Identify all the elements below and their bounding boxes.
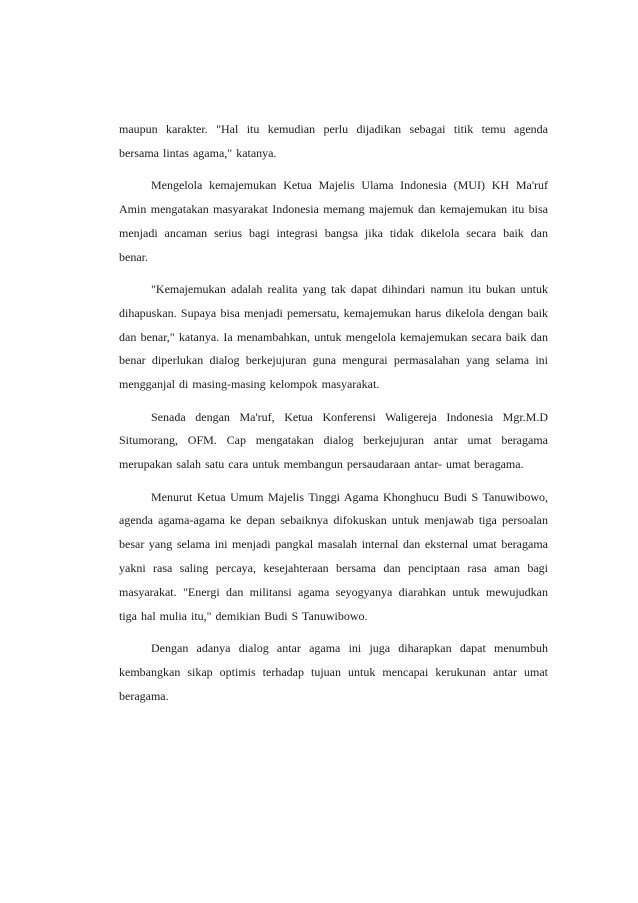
paragraph-kwi-statement: Senada dengan Ma'ruf, Ketua Konferensi Waligereja Indonesia Mgr.M.D Situmorang, OFM. Cap mengatakan dialog berkejujuran antar umat beragama merupakan salah satu cara untuk membangun persaudaraan antar- umat beragama. — [119, 409, 548, 472]
paragraph-kemajemukan-quote: "Kemajemukan adalah realita yang tak dapat dihindari namun itu bukan untuk dihapuskan. Supaya bisa menjadi pemersatu, kemajemukan harus dikelola dengan baik dan benar," katanya. Ia menambahkan, untuk mengelola kemajemukan secara baik dan benar diperlukan dialog berkejujuran guna mengurai permasalahan yang selama ini mengganjal di masing-masing kelompok masyarakat. — [119, 281, 548, 392]
paragraph-mui-statement: Mengelola kemajemukan Ketua Majelis Ulama Indonesia (MUI) KH Ma'ruf Amin mengatakan masyarakat Indonesia memang majemuk dan kemajemukan itu bisa menjadi ancaman serius bagi integrasi bangsa jika tidak dikelola secara baik dan benar. — [119, 178, 548, 264]
paragraph-continuation: maupun karakter. "Hal itu kemudian perlu dijadikan sebagai titik temu agenda bersama lintas agama," katanya. — [119, 122, 548, 160]
document-body — [119, 118, 548, 717]
paragraph-closing: Dengan adanya dialog antar agama ini juga diharapkan dapat menumbuh kembangkan sikap optimis terhadap tujuan untuk mencapai kerukunan antar umat beragama. — [119, 640, 548, 703]
paragraph-khonghucu-statement: Menurut Ketua Umum Majelis Tinggi Agama Khonghucu Budi S Tanuwibowo, agenda agama-agama ke depan sebaiknya difokuskan untuk menjawab tiga persoalan besar yang selama ini menjadi pangkal masalah internal dan eksternal umat beragama yakni rasa saling percaya, kesejahteraan bersama dan penciptaan rasa aman bagi masyarakat. "Energi dan militansi agama seyogyanya diarahkan untuk mewujudkan tiga hal mulia itu," demikian Budi S Tanuwibowo. — [119, 489, 548, 623]
